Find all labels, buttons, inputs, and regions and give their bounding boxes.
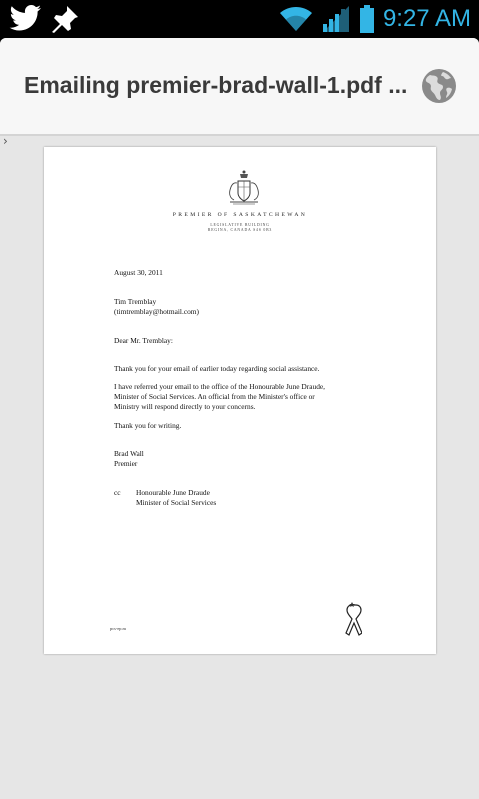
cc-title: Minister of Social Services bbox=[136, 498, 217, 507]
reference-code: pcs-ep.m bbox=[110, 626, 126, 631]
expand-chevron-icon[interactable]: › bbox=[3, 134, 8, 148]
wifi-icon bbox=[279, 5, 313, 33]
signal-icon bbox=[321, 4, 351, 34]
recipient-name: Tim Tremblay bbox=[114, 297, 157, 306]
cc-name: Honourable June Draude bbox=[136, 488, 210, 497]
paragraph-2-line-3: Ministry will respond directly to your concerns. bbox=[114, 402, 256, 411]
clock: 9:27 AM bbox=[382, 5, 471, 32]
paragraph-3: Thank you for writing. bbox=[114, 421, 182, 430]
salutation: Dear Mr. Tremblay: bbox=[114, 336, 173, 345]
pin-icon bbox=[50, 4, 80, 34]
cc-label: cc bbox=[114, 488, 121, 497]
share-dialog bbox=[0, 38, 479, 799]
ribbon-icon bbox=[342, 600, 362, 638]
signature-title: Premier bbox=[114, 459, 138, 468]
coat-of-arms-icon bbox=[224, 169, 264, 207]
pdf-page-preview bbox=[44, 147, 436, 654]
paragraph-1: Thank you for your email of earlier today regarding social assistance. bbox=[114, 364, 320, 373]
globe-icon[interactable] bbox=[421, 68, 457, 104]
paragraph-2-line-2: Minister of Social Services. An official from the Minister's office or bbox=[114, 392, 315, 401]
letter-date: August 30, 2011 bbox=[114, 268, 163, 277]
recipient-email: (timtremblay@hotmail.com) bbox=[114, 307, 200, 316]
dialog-header bbox=[0, 38, 479, 136]
system-icons bbox=[279, 2, 471, 36]
letterhead-address-line-1: LEGISLATIVE BUILDING bbox=[210, 223, 270, 227]
signature-name: Brad Wall bbox=[114, 449, 144, 458]
letterhead-address-line-2: REGINA, CANADA S4S 0B3 bbox=[207, 228, 273, 232]
status-bar bbox=[0, 0, 479, 38]
letterhead-office: PREMIER OF SASKATCHEWAN bbox=[172, 212, 308, 218]
battery-icon bbox=[359, 4, 375, 34]
notification-icons bbox=[8, 4, 80, 34]
dialog-title: Emailing premier-brad-wall-1.pdf ... bbox=[24, 72, 408, 98]
paragraph-2-line-1: I have referred your email to the office of the Honourable June Draude, bbox=[114, 382, 326, 391]
twitter-icon bbox=[8, 4, 42, 34]
